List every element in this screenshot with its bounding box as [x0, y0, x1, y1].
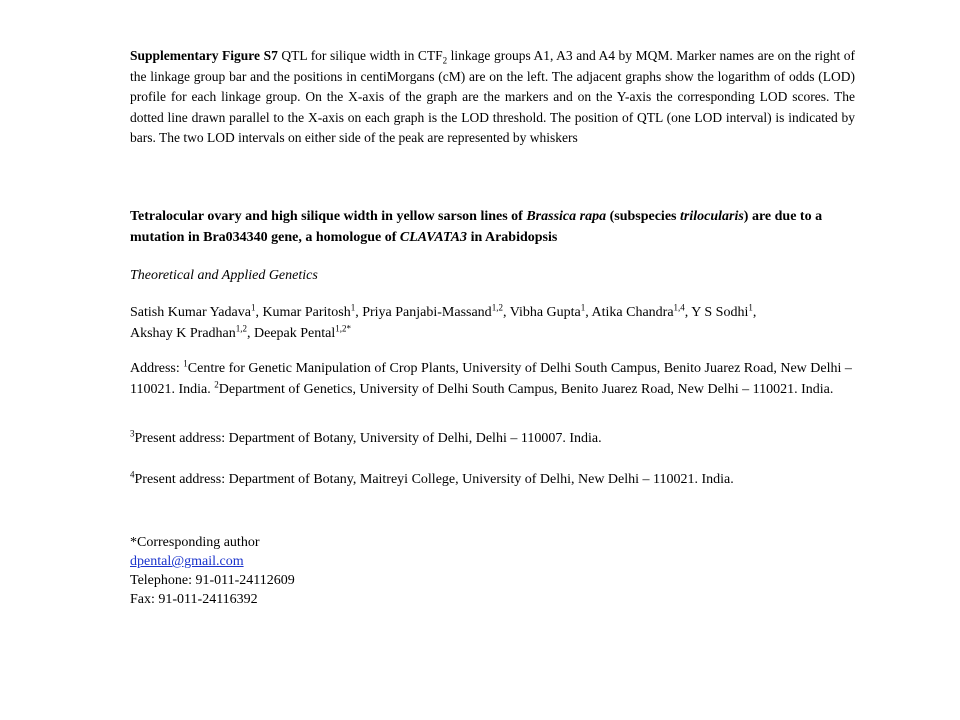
title-part-4: in Arabidopsis	[467, 230, 558, 245]
caption-ctf-subscript: 2	[442, 55, 448, 66]
title-gene: CLAVATA3	[399, 230, 468, 245]
author-name: Y S Sodhi	[691, 305, 749, 320]
caption-text-1: QTL for silique width in CTF	[277, 48, 443, 63]
author	[262, 302, 363, 320]
paper-title	[130, 206, 855, 248]
author-name: Vibha Gupta	[509, 305, 581, 320]
address-affiliation-2: 2	[214, 379, 219, 390]
address-block	[130, 358, 855, 400]
address-label: Address:	[130, 361, 184, 376]
author	[509, 302, 592, 320]
figure-label: Supplementary Figure S7	[130, 48, 278, 63]
title-subspecies: trilocularis	[679, 209, 744, 224]
author-separator: ,	[684, 305, 692, 320]
figure-caption	[130, 46, 855, 149]
author-separator: ,	[585, 305, 592, 320]
title-part-2: (subspecies	[606, 209, 680, 224]
author-list	[130, 302, 855, 344]
author	[691, 302, 757, 320]
present-address-4-marker: 4	[130, 469, 135, 480]
author-affiliation: 1,4	[673, 302, 685, 313]
author-affiliation: 1	[350, 302, 356, 313]
author-name: Akshay K Pradhan	[130, 326, 236, 341]
present-address-4-text: Present address: Department of Botany, Maitreyi College, University of Delhi, New Delhi – 110021. India.	[134, 472, 734, 487]
address-text-2: Department of Genetics, University of Delhi South Campus, Benito Juarez Road, New Delhi – 110021. India.	[218, 382, 834, 397]
title-part-1: Tetralocular ovary and high silique width in yellow sarson lines of	[130, 209, 527, 224]
title-species: Brassica rapa	[526, 209, 607, 224]
author	[130, 302, 263, 320]
document-page	[130, 46, 855, 607]
present-address-3-marker: 3	[130, 428, 135, 439]
author-name: Satish Kumar Yadava	[130, 305, 251, 320]
title-part-3: ) are due to a mutation in Bra034340 gene, a homologue of	[130, 209, 823, 245]
author-name: Deepak Pental	[254, 326, 336, 341]
telephone-line: Telephone: 91-011-24112609	[130, 573, 295, 588]
address-text-1: Centre for Genetic Manipulation of Crop Plants, University of Delhi South Campus, Benito Juarez Road, New Delhi – 110021. India.	[130, 361, 852, 397]
fax-line: Fax: 91-011-24116392	[130, 592, 258, 607]
author-name: Kumar Paritosh	[262, 305, 351, 320]
present-address-3-text: Present address: Department of Botany, University of Delhi, Delhi – 110007. India.	[134, 431, 602, 446]
caption-text-2: linkage groups A1, A3 and A4 by MQM. Marker names are on the right of the linkage group bar and the positions in centiMorgans (cM) are on the left. The adjacent graphs show the logarithm of odds (LOD) profile for each linkage group. On the X-axis of the graph are the markers and on the Y-axis the corresponding LOD scores. The dotted line drawn parallel to the X-axis on each graph is the LOD threshold. The position of QTL (one LOD interval) is indicated by bars. The two LOD intervals on either side of the peak are represented by whiskers	[130, 48, 855, 145]
email-link[interactable]: dpental@gmail.com	[130, 554, 244, 569]
author-separator: ,	[255, 305, 263, 320]
contact-block	[130, 533, 295, 609]
author	[254, 323, 352, 341]
author-separator: ,	[247, 326, 255, 341]
author-affiliation: 1	[748, 302, 753, 313]
address-affiliation-1: 1	[183, 358, 188, 369]
journal-name: Theoretical and Applied Genetics	[130, 268, 318, 283]
present-address-4	[130, 469, 734, 488]
author	[362, 302, 510, 320]
author-separator: ,	[752, 305, 757, 320]
corresponding-author-label: *Corresponding author	[130, 535, 260, 550]
author-separator: ,	[355, 305, 363, 320]
author-name: Priya Panjabi-Massand	[362, 305, 492, 320]
present-address-3	[130, 428, 602, 447]
author-affiliation: 1,2	[235, 323, 248, 334]
author-affiliation: 1,2*	[335, 323, 352, 334]
author-separator: ,	[502, 305, 510, 320]
author-name: Atika Chandra	[591, 305, 674, 320]
author-affiliation: 1	[250, 302, 256, 313]
author-affiliation: 1	[580, 302, 586, 313]
author-affiliation: 1,2	[491, 302, 503, 313]
author	[130, 323, 255, 341]
author	[591, 302, 692, 320]
